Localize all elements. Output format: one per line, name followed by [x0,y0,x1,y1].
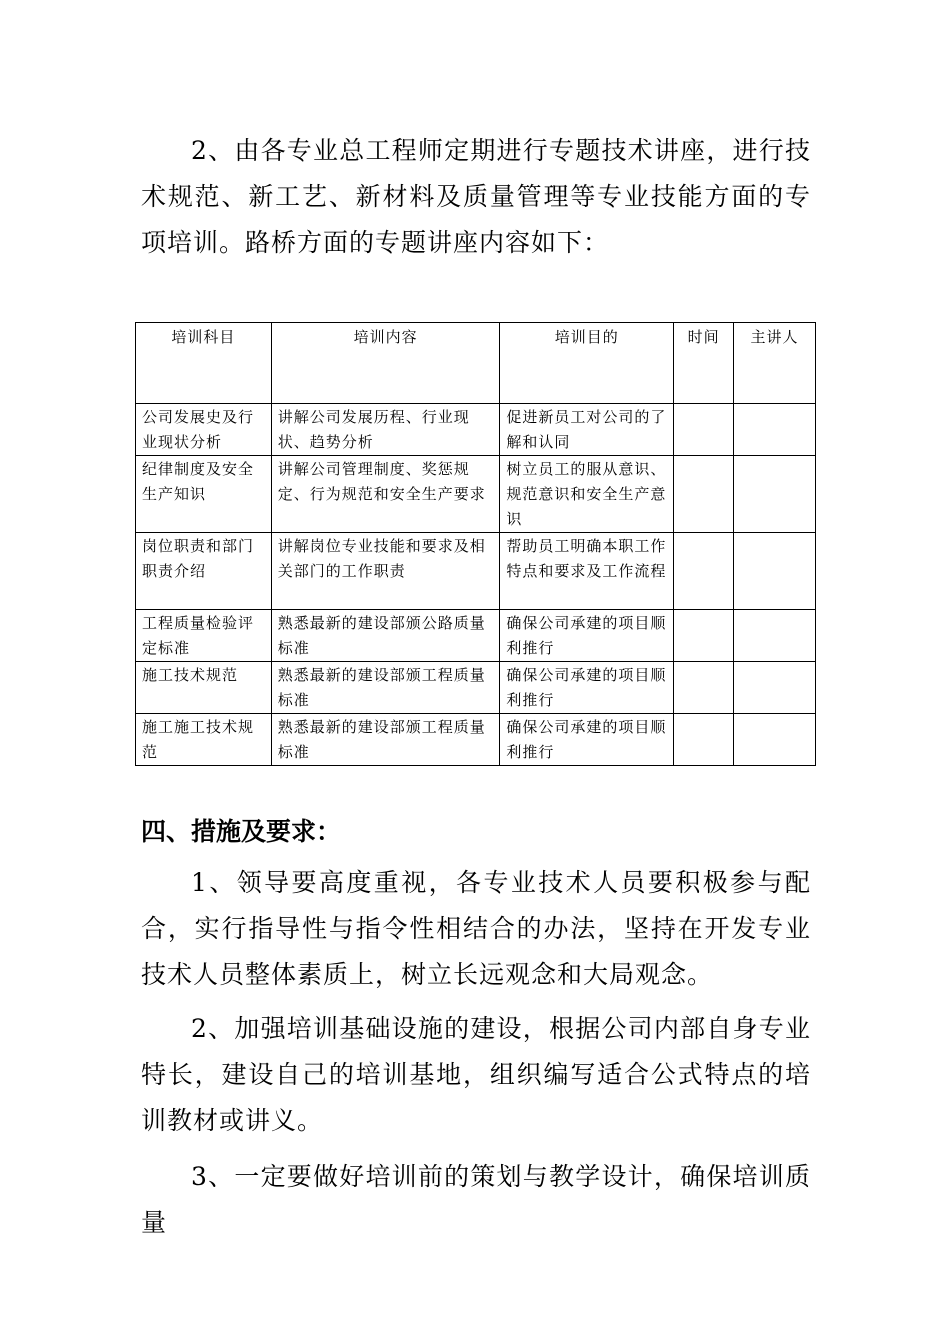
cell-content: 讲解公司发展历程、行业现状、趋势分析 [271,404,500,456]
header-subject: 培训科目 [136,323,272,404]
cell-purpose: 确保公司承建的项目顺利推行 [500,662,674,714]
cell-subject: 施工施工技术规范 [136,714,272,766]
measure-paragraph-3: 3、一定要做好培训前的策划与教学设计，确保培训质量 [141,1162,811,1237]
table-row [136,662,816,714]
cell-speaker [734,404,816,456]
header-speaker: 主讲人 [734,323,816,404]
cell-time [674,404,734,456]
cell-purpose: 确保公司承建的项目顺利推行 [500,714,674,766]
table-row [136,456,816,533]
table-row [136,404,816,456]
cell-subject: 公司发展史及行业现状分析 [136,404,272,456]
cell-subject: 工程质量检验评定标准 [136,610,272,662]
header-content: 培训内容 [271,323,500,404]
cell-subject: 纪律制度及安全生产知识 [136,456,272,533]
table-row [136,610,816,662]
table-row [136,714,816,766]
header-time: 时间 [674,323,734,404]
cell-purpose: 确保公司承建的项目顺利推行 [500,610,674,662]
table-row [136,533,816,610]
cell-subject: 施工技术规范 [136,662,272,714]
cell-speaker [734,533,816,610]
cell-speaker [734,662,816,714]
cell-content: 熟悉最新的建设部颁工程质量标准 [271,714,500,766]
cell-time [674,662,734,714]
cell-purpose: 促进新员工对公司的了解和认同 [500,404,674,456]
cell-content: 熟悉最新的建设部颁工程质量标准 [271,662,500,714]
table-header-row [136,323,816,404]
cell-speaker [734,714,816,766]
cell-content: 讲解岗位专业技能和要求及相关部门的工作职责 [271,533,500,610]
header-purpose: 培训目的 [500,323,674,404]
cell-purpose: 帮助员工明确本职工作特点和要求及工作流程 [500,533,674,610]
section-heading: 四、措施及要求： [141,817,342,846]
measure-paragraph-2: 2、加强培训基础设施的建设，根据公司内部自身专业特长，建设自己的培训基地，组织编写适合公式特点的培训教材或讲义。 [141,1014,811,1135]
cell-subject: 岗位职责和部门职责介绍 [136,533,272,610]
cell-time [674,610,734,662]
intro-paragraph: 2、由各专业总工程师定期进行专题技术讲座，进行技术规范、新工艺、新材料及质量管理等专业技能方面的专项培训。路桥方面的专题讲座内容如下： [141,136,811,257]
cell-content: 熟悉最新的建设部颁公路质量标准 [271,610,500,662]
cell-time [674,456,734,533]
cell-speaker [734,456,816,533]
cell-time [674,533,734,610]
cell-speaker [734,610,816,662]
cell-time [674,714,734,766]
measure-paragraph-1: 1、领导要高度重视，各专业技术人员要积极参与配合，实行指导性与指令性相结合的办法，坚持在开发专业技术人员整体素质上，树立长远观念和大局观念。 [141,868,811,989]
training-table [135,322,816,766]
cell-purpose: 树立员工的服从意识、规范意识和安全生产意识 [500,456,674,533]
cell-content: 讲解公司管理制度、奖惩规定、行为规范和安全生产要求 [271,456,500,533]
